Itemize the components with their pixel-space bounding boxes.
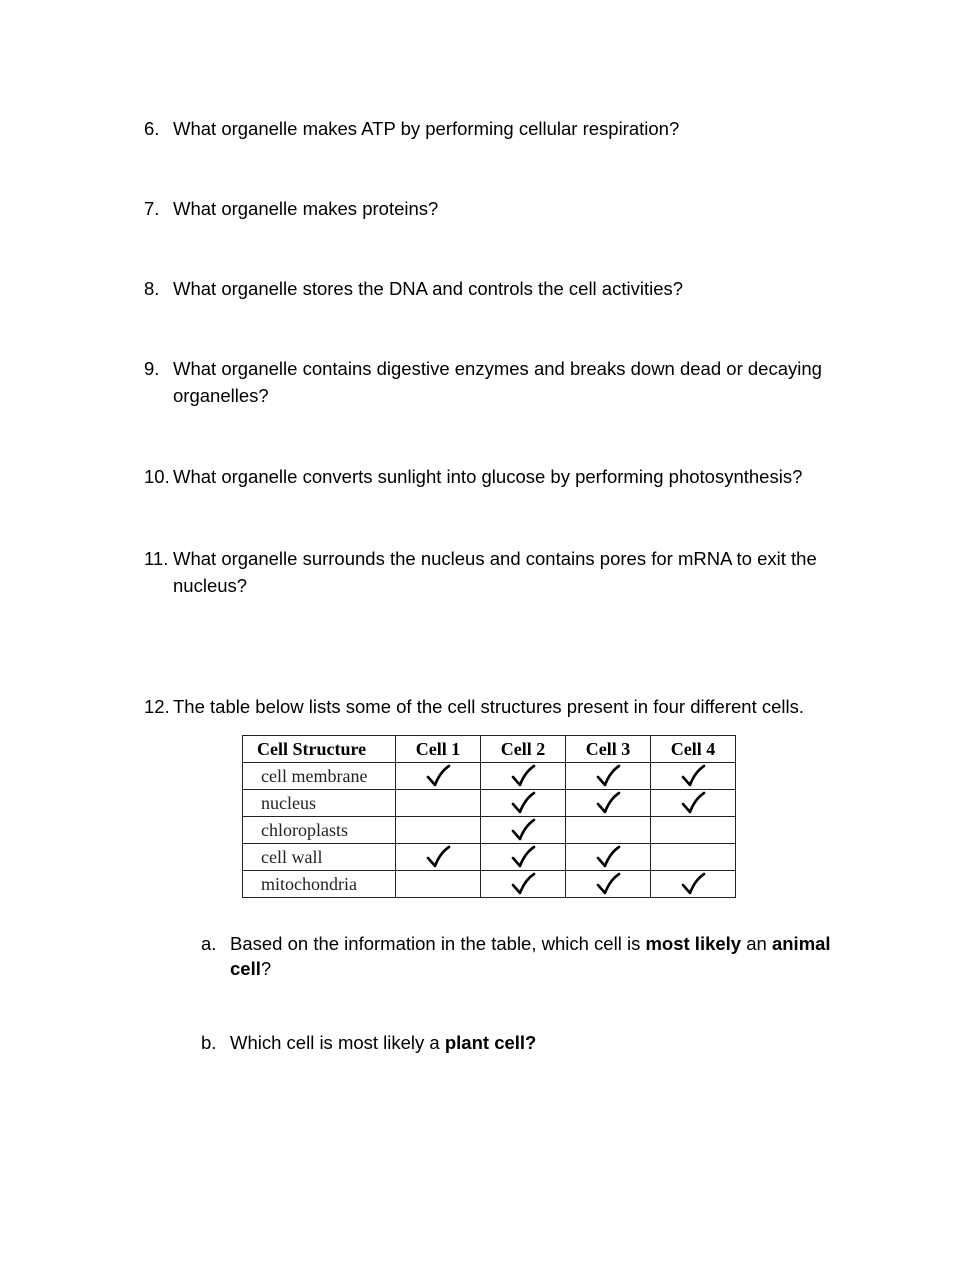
question-text: The table below lists some of the cell structures present in four different cells. bbox=[173, 696, 805, 717]
table-row bbox=[243, 763, 736, 790]
structure-label: mitochondria bbox=[243, 871, 396, 898]
checkmark-icon bbox=[510, 818, 536, 838]
table-row bbox=[243, 790, 736, 817]
question-6 bbox=[144, 115, 844, 142]
presence-cell-1 bbox=[396, 817, 481, 844]
sub-question-b bbox=[201, 1030, 861, 1055]
question-8 bbox=[144, 275, 844, 302]
checkmark-icon bbox=[680, 764, 706, 784]
question-11 bbox=[144, 545, 844, 599]
presence-cell-1 bbox=[396, 871, 481, 898]
checkmark-icon bbox=[510, 764, 536, 784]
sub-question-text: Based on the information in the table, which cell is most likely an animal cell? bbox=[230, 933, 831, 979]
structure-label: cell wall bbox=[243, 844, 396, 871]
presence-cell-2 bbox=[481, 817, 566, 844]
checkmark-icon bbox=[510, 872, 536, 892]
presence-cell-3 bbox=[566, 844, 651, 871]
presence-cell-1 bbox=[396, 763, 481, 790]
presence-cell-2 bbox=[481, 844, 566, 871]
question-text: What organelle stores the DNA and controls the cell activities? bbox=[173, 278, 684, 299]
header-cell-4: Cell 4 bbox=[651, 736, 736, 763]
structure-label: chloroplasts bbox=[243, 817, 396, 844]
checkmark-icon bbox=[425, 845, 451, 865]
checkmark-icon bbox=[595, 845, 621, 865]
checkmark-icon bbox=[510, 791, 536, 811]
question-text: What organelle makes ATP by performing cellular respiration? bbox=[173, 118, 680, 139]
sub-question-text: Which cell is most likely a plant cell? bbox=[230, 1032, 537, 1053]
question-12 bbox=[144, 693, 864, 720]
question-9 bbox=[144, 355, 844, 409]
question-text: What organelle converts sunlight into glucose by performing photosynthesis? bbox=[173, 466, 803, 487]
structure-label: cell membrane bbox=[243, 763, 396, 790]
sub-question-letter: a. bbox=[201, 933, 217, 954]
question-10 bbox=[144, 463, 844, 490]
checkmark-icon bbox=[510, 845, 536, 865]
question-number: 12. bbox=[144, 696, 170, 717]
table-row bbox=[243, 871, 736, 898]
presence-cell-1 bbox=[396, 844, 481, 871]
question-number: 8. bbox=[144, 278, 160, 299]
presence-cell-2 bbox=[481, 763, 566, 790]
checkmark-icon bbox=[595, 791, 621, 811]
question-number: 7. bbox=[144, 198, 160, 219]
question-number: 10. bbox=[144, 466, 170, 487]
checkmark-icon bbox=[595, 872, 621, 892]
question-7 bbox=[144, 195, 844, 222]
presence-cell-3 bbox=[566, 790, 651, 817]
presence-cell-4 bbox=[651, 817, 736, 844]
sub-question-letter: b. bbox=[201, 1032, 217, 1053]
table-row bbox=[243, 817, 736, 844]
presence-cell-4 bbox=[651, 871, 736, 898]
presence-cell-4 bbox=[651, 844, 736, 871]
presence-cell-2 bbox=[481, 871, 566, 898]
question-text: What organelle contains digestive enzymes and breaks down dead or decaying organelles? bbox=[173, 358, 822, 406]
checkmark-icon bbox=[425, 764, 451, 784]
checkmark-icon bbox=[595, 764, 621, 784]
structure-label: nucleus bbox=[243, 790, 396, 817]
presence-cell-3 bbox=[566, 817, 651, 844]
sub-question-a bbox=[201, 931, 861, 981]
question-number: 9. bbox=[144, 358, 160, 379]
header-cell-3: Cell 3 bbox=[566, 736, 651, 763]
question-text: What organelle surrounds the nucleus and contains pores for mRNA to exit the nucleus? bbox=[173, 548, 817, 596]
table-row bbox=[243, 844, 736, 871]
question-number: 6. bbox=[144, 118, 160, 139]
checkmark-icon bbox=[680, 872, 706, 892]
header-cell-2: Cell 2 bbox=[481, 736, 566, 763]
checkmark-icon bbox=[680, 791, 706, 811]
cell-structure-table bbox=[242, 735, 736, 898]
header-cell-structure: Cell Structure bbox=[243, 736, 396, 763]
presence-cell-3 bbox=[566, 871, 651, 898]
header-cell-1: Cell 1 bbox=[396, 736, 481, 763]
question-text: What organelle makes proteins? bbox=[173, 198, 439, 219]
question-number: 11. bbox=[144, 548, 169, 569]
table-header-row bbox=[243, 736, 736, 763]
presence-cell-4 bbox=[651, 763, 736, 790]
presence-cell-4 bbox=[651, 790, 736, 817]
presence-cell-2 bbox=[481, 790, 566, 817]
presence-cell-3 bbox=[566, 763, 651, 790]
presence-cell-1 bbox=[396, 790, 481, 817]
